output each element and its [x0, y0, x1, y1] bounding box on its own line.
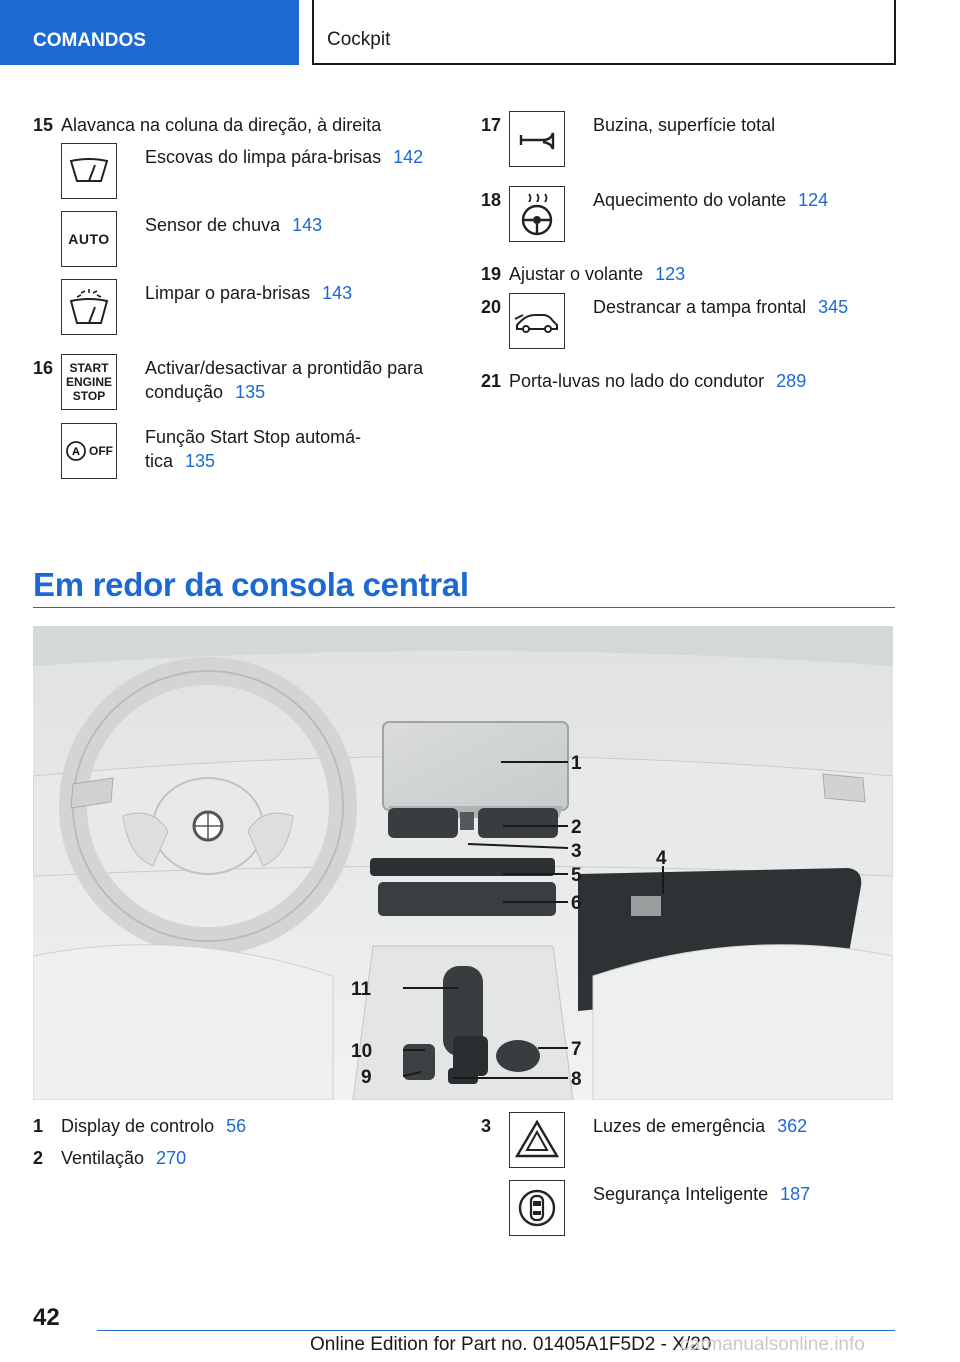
- steering-heat-icon: [509, 186, 565, 242]
- callout-8: 8: [571, 1069, 582, 1090]
- callout-10: 10: [351, 1041, 373, 1062]
- wiper-icon: [61, 143, 117, 199]
- item-number-20: 20: [481, 297, 502, 317]
- steering-adjust-label: Ajustar o volante 123: [509, 264, 686, 284]
- item-number-1: 1: [33, 1116, 44, 1136]
- washer-label: Limpar o para-brisas 143: [145, 283, 353, 303]
- item-number-17: 17: [481, 115, 502, 135]
- page-ref-link[interactable]: 123: [655, 264, 686, 284]
- start-stop-label: Activar/desactivar a prontidão para condução 135: [145, 358, 424, 402]
- hazard-label: Luzes de emergência 362: [593, 1116, 808, 1136]
- rain-sensor-label: Sensor de chuva 143: [145, 215, 323, 235]
- page-ref-link[interactable]: 187: [780, 1184, 811, 1204]
- intelligent-safety-icon: [509, 1180, 565, 1236]
- callout-7: 7: [571, 1039, 582, 1060]
- ventilation-label: Ventilação 270: [61, 1148, 187, 1168]
- page-ref-link[interactable]: 143: [292, 215, 323, 235]
- page-ref-link[interactable]: 362: [777, 1116, 808, 1136]
- page-ref-link[interactable]: 56: [226, 1116, 247, 1136]
- auto-start-stop-off-icon: A OFF: [61, 423, 117, 479]
- page-ref-link[interactable]: 143: [322, 283, 353, 303]
- auto-icon: AUTO: [61, 211, 117, 267]
- horn-label: Buzina, superfície total: [593, 115, 776, 135]
- page-ref-link[interactable]: 345: [818, 297, 849, 317]
- subsection-title: Cockpit: [312, 0, 896, 65]
- wiper-label: Escovas do limpa pára-brisas 142: [145, 147, 424, 167]
- callout-2: 2: [571, 817, 582, 838]
- callout-4: 4: [656, 848, 667, 869]
- car-hood-icon: [509, 293, 565, 349]
- steering-heat-label: Aquecimento do volante 124: [593, 190, 829, 210]
- washer-icon: [61, 279, 117, 335]
- callout-5: 5: [571, 865, 582, 886]
- intelligent-safety-label: Segurança Inteligente 187: [593, 1184, 811, 1204]
- horn-icon: [509, 111, 565, 167]
- section-tab: COMANDOS: [0, 0, 299, 65]
- control-display-label: Display de controlo 56: [61, 1116, 247, 1136]
- edition-text: Online Edition for Part no. 01405A1F5D2 - X/20: [310, 1334, 712, 1355]
- item-label-15: Alavanca na coluna da direção, à direita: [61, 115, 382, 135]
- hood-release-label: Destrancar a tampa frontal 345: [593, 297, 849, 317]
- page-ref-link[interactable]: 289: [776, 371, 807, 391]
- item-number-18: 18: [481, 190, 502, 210]
- callout-11: 11: [351, 979, 372, 1000]
- page-ref-link[interactable]: 135: [185, 451, 216, 471]
- callout-6: 6: [571, 893, 582, 914]
- callout-3: 3: [571, 841, 582, 862]
- item-number-2: 2: [33, 1148, 44, 1168]
- item-number-16: 16: [33, 358, 54, 378]
- watermark: carmanualsonline.info: [680, 1334, 865, 1355]
- section-heading: Em redor da consola central: [33, 566, 469, 603]
- item-number-21: 21: [481, 371, 502, 391]
- glovebox-label: Porta-luvas no lado do condutor 289: [509, 371, 807, 391]
- callout-9: 9: [361, 1067, 372, 1088]
- footer-divider: [97, 1330, 895, 1331]
- item-number-19: 19: [481, 264, 502, 284]
- item-number-3: 3: [481, 1116, 492, 1136]
- start-engine-stop-icon: START ENGINE STOP: [61, 354, 117, 410]
- page-ref-link[interactable]: 142: [393, 147, 424, 167]
- callout-1: 1: [571, 753, 582, 774]
- svg-text:A: A: [72, 446, 80, 458]
- hazard-icon: [509, 1112, 565, 1168]
- page-ref-link[interactable]: 124: [798, 190, 829, 210]
- page-ref-link[interactable]: 135: [235, 382, 266, 402]
- item-number-15: 15: [33, 115, 54, 135]
- auto-start-stop-label: Função Start Stop automá- tica 135: [145, 427, 362, 471]
- dashboard-photo: [33, 626, 893, 1100]
- page-number: 42: [33, 1304, 60, 1331]
- section-divider: [33, 607, 895, 608]
- page-ref-link[interactable]: 270: [156, 1148, 187, 1168]
